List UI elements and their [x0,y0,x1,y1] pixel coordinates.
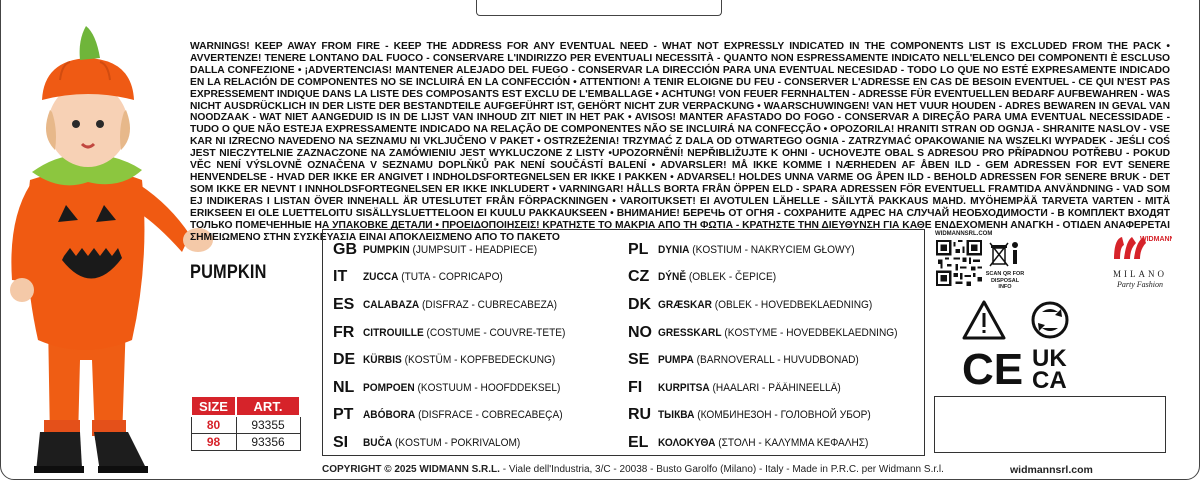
language-row [333,429,633,457]
ce-mark-icon [962,345,1023,392]
warning-triangle-icon [964,302,1004,338]
copyright-line [322,464,944,475]
language-detail: (TUTA - COPRICAPO) [398,271,503,284]
language-detail: (DISFRACE - COBRECABEÇA) [415,409,563,422]
language-code: PT [333,406,354,424]
language-detail: (KOSTUM - POKRIVALOM) [392,436,521,449]
language-detail: (JUMPSUIT - HEADPIECE) [409,243,538,256]
package-tab [476,0,722,16]
language-detail: (KOSTÜM - KOPFBEDECKUNG) [401,354,556,367]
size-value: 98 [191,433,236,450]
language-detail: (ΣΤΟΛΗ - ΚΑΛΥΜΜΑ ΚΕΦΑΛΗΣ) [715,436,869,449]
language-code: RU [628,406,652,424]
language-row [333,346,633,374]
qr-caption-line: SCAN QR FOR [985,271,1025,277]
language-detail: (HAALARI - PÄÄHINEELLÄ) [709,381,841,394]
language-code: DK [628,295,652,313]
article-header: ART. [236,396,300,416]
brand-logo [1108,231,1172,293]
language-name: POMPOEN [363,381,415,394]
language-name: CITROUILLE [363,326,424,339]
language-code: IT [333,268,348,286]
language-name: ZUCCA [363,271,399,284]
language-name: BUČA [363,436,393,449]
language-name: DYNIA [658,243,690,256]
language-code: PL [628,240,649,258]
language-row [628,374,928,402]
language-name: KURPITSA [658,381,710,394]
article-value: 93355 [236,416,300,433]
language-code: DE [333,351,356,369]
size-value: 80 [191,416,236,433]
compliance-symbols [960,298,1085,392]
language-name: KÜRBIS [363,354,402,367]
widmann-logo-icon [1108,231,1172,267]
language-row [333,374,633,402]
language-code: CZ [628,268,650,286]
website-url: widmannsrl.com [1010,464,1093,476]
language-code: NO [628,323,652,341]
table-row [191,433,300,450]
language-name: PUMPKIN [363,243,410,256]
waste-bin-icon [988,240,1022,268]
language-row [628,402,928,430]
disposal-info-block [935,231,1028,293]
language-detail: (DISFRAZ - CUBRECABEZA) [419,298,557,311]
language-column-right [628,236,928,457]
language-detail: (OBLEK - HOVEDBEKLAEDNING) [711,298,873,311]
language-code: GB [333,240,357,258]
language-code: SI [333,433,349,451]
language-column-left [333,236,633,457]
language-code: FI [628,378,643,396]
qr-code-icon [936,240,982,286]
copyright-holder: COPYRIGHT © 2025 WIDMANN S.R.L. [322,464,500,475]
language-detail: (COSTUME - COUVRE-TETE) [423,326,566,339]
language-row [333,319,633,347]
language-name: DÝNĚ [658,271,687,284]
size-article-table [190,395,301,451]
ukca-bottom-text: CA [1032,367,1067,392]
language-code: FR [333,323,355,341]
language-row [333,402,633,430]
barcode-placeholder-box [934,396,1166,453]
language-detail: (КОМБИНЕЗОН - ГОЛОВНОЙ УБОР) [694,409,871,422]
language-name: CALABAZA [363,298,420,311]
language-row [333,236,633,264]
warnings-text: WARNINGS! KEEP AWAY FROM FIRE - KEEP THE ADDRESS FOR ANY EVENTUAL NEED - WHAT NOT EXPRESSLY INDICATED IN THE COMPONENTS LIST IS EXCLUDED FROM THE PACK • AVVERTENZE! TENERE LONTANO DAL FUOCO - CONSERVARE L'INDIRIZZO PER EVENTUALI NECESSITÀ - QUANTO NON ESPRESSAMENTE INDICATO NELL'ELENCO DEI COMPONENTI È ESCLUSO DALLA CONFEZIONE • ¡ADVERTENCIAS! MANTENER ALEJADO DEL FUEGO - CONSERVAR LA DIRECCIÓN PARA UNA EVENTUAL NECESIDAD - TODO LO QUE NO ESTÉ EXPRESAMENTE INDICADO EN LA RELACIÓN DE COMPONENTES NO SE INCLUIRÁ EN LA CONFECCIÓN • ATTENTION! A TENIR ELOIGNE DU FEU - CONSERVER L'ADRESSE EN CAS DE BESOIN EVENTUEL - CE QUI N'EST PAS EXPRESSEMENT INDIQUE DANS LA LISTE DES COMPOSANTS EST EXCLU DE L'EMBALLAGE • ACHTUNG! VON FEUER FERNHALTEN - ADRESSE FÜR EVENTUELLEN BEDARF AUFBEWAHREN - WAS NICHT AUSDRÜCKLICH IN DER LISTE DER BESTANDTEILE AUFGEFÜHRT IST, GEHÖRT NICHT ZUR VERPACKUNG • WAARSCHUWINGEN! VAN HET VUUR HOUDEN - ADRES BEWAREN IN GEVAL VAN NOODZAAK - WAT NIET AANGEDUID IS IN DE LIJST VAN INHOUD ZIT NIET IN HET PAK • AVISOS! MANTER AFASTADO DO FOGO - CONSERVAR A DIREÇÃO PARA UMA EVENTUAL NECESSIDADE - TUDO O QUE NÃO ESTEJA EXPRESSAMENTE INDICADO NA RELAÇÃO DE COMPONENTES NÃO SE INCLUIRÁ NA CONFECÇÃO • OPOZORILA! HRANITI STRAN OD OGNJA - SHRANITE NASLOV - VSE KAR NI IZRECNO NAVEDENO NA SEZNAMU NI VKLJUČENO V PAKET • OSTRZEŻENIA! TRZYMAĆ Z DALA OD OTWARTEGO OGNIA - ZATRZYMAĆ OPAKOWANIE NA WSZELKI WYPADEK - JEŚLI COŚ JEST NIECZYTELNIE ZAZNACZONE NA ZAMÓWIENIU JEST WYKLUCZONE Z LISTY •UPOZORNĚNÍ! NEPŘIBLIŽUJTE K OHNI - UCHOVEJTE OBAL S ADRESOU PRO PŘÍPADNOU POTŘEBU - POKUD VĚC NENÍ VÝSLOVNĚ OZNAČENA V SEZNAMU DOPLŇKŮ PAK NENÍ SOUČÁSTÍ BALENÍ • ADVARSLER! MÅ IKKE KOMME I NÆRHEDEN AF ÅBEN ILD - GEM ADRESSEN FOR EVT SENERE HENVENDELSE - HVAD DER IKKE ER ANGIVET I INDHOLDSFORTEGNELSEN ER IKKE I PAKKEN • ADVARSEL! HOLDES UNNA VARME OG ÅPEN ILD - BEHOLD ADRESSEN FOR SENERE BRUK - DET SOM IKKE ER NEVNT I INNHOLDSFORTEGNELSEN ER IKKE INKLUDERT • VARNINGAR! HÅLLS BORTA FRÅN ÖPPEN ELD - SPARA ADRESSEN FÖR EVENTUELL FRAMTIDA ANVÄNDNING - VAD SOM EJ INDIKERAS I LISTAN ÖVER INNEHALL ÄR UTESLUTET FRÅN FÖRPACKNINGEN • VAROITUKSET! EI AVOTULEN LÄHELLE - SÄILYTÄ PAKKAUS MAHD. MYÖHEMPÄÄ TARVETA VARTEN - MITÄ ERIKSEEN EI OLE LUETTELOITU SISÄLLYSLUETTELOON EI KUULU PAKKAUKSEEN • ВНИМАНИЕ! БЕРЕЧЬ ОТ ОГНЯ - СОХРАНИТЕ АДРЕС НА СЛУЧАЙ НЕОБХОДИМОСТИ - В КОМПЛЕКТ ВХОДЯТ ТОЛЬКО ПОМЕЧЕННЫЕ НА УПАКОВКЕ ДЕТАЛИ • ΠΡΟΕΙΔΟΠΟΙΗΣΕΙΣ! ΚΡΑΤΗΣΤΕ ΤΟ ΜΑΚΡΙΑ ΑΠΟ ΤΗ ΦΩΤΙΑ - ΚΡΑΤΗΣΤΕ ΤΗΝ ΔΙΕΥΘΥΝΣΗ ΓΙΑ ΚΑΘΕ ΕΝΔΕΧΟΜΕΝΗ ΑΝΑΓΚΗ - ΟΤΙΔΕΝ ΑΝΑΦΕΡΕΤΑΙ ΣΗΜΕΙΩΜΕΝΟ ΣΤΗΝ ΣΥΣΚΕΥΑΣΙΑ ΕΙΝΑΙ ΑΠΟΚΛΕΙΣΜΕΝΟ ΑΠΟ ΤΟ ΠΑΚΕΤΟ [190,41,1170,243]
ce-mark-text: CE [962,345,1024,392]
brand-subtitle: Party Fashion [1117,280,1163,289]
copyright-address: - Viale dell'Industria, 3/C - 20038 - Busto Garolfo (Milano) - Italy - Made in P.R.C. per Widmann S.r.l. [499,464,944,475]
ukca-mark-icon [1032,345,1067,392]
ukca-top-text: UK [1032,345,1067,372]
qr-caption-line: DISPOSAL INFO [990,277,1020,290]
table-row [191,416,300,433]
brand-logo-text: WIDMANN [1140,236,1172,243]
article-value: 93356 [236,433,300,450]
language-row [333,291,633,319]
language-row [628,429,928,457]
qr-caption [985,271,1025,291]
language-name: GRESSKARL [658,326,722,339]
language-row [628,236,928,264]
language-detail: (OBLEK - ČEPICE) [686,271,777,284]
language-name: PUMPA [658,354,694,367]
language-code: SE [628,351,650,369]
language-name: ТЫКВА [658,409,695,422]
language-row [628,291,928,319]
brand-city: MILANO [1113,269,1167,279]
language-table [322,229,925,456]
language-name: GRÆSKAR [658,298,712,311]
language-name: ΚΟΛΟΚΥΘΑ [658,436,716,449]
language-detail: (KOSTIUM - NAKRYCIEM GŁOWY) [689,243,855,256]
product-name: PUMPKIN [190,262,267,283]
language-row [333,264,633,292]
language-detail: (BARNOVERALL - HUVUDBONAD) [693,354,859,367]
qr-label: WIDMANNSRL.COM [935,231,993,237]
language-row [628,319,928,347]
language-name: ABÓBORA [363,409,416,422]
language-detail: (KOSTUUM - HOOFDDEKSEL) [414,381,561,394]
size-header: SIZE [191,396,236,416]
language-code: EL [628,433,649,451]
language-detail: (KOSTYME - HOVEDBEKLAEDNING) [721,326,898,339]
language-row [628,264,928,292]
language-code: NL [333,378,355,396]
recycle-icon [1033,303,1067,337]
language-row [628,346,928,374]
language-code: ES [333,295,355,313]
